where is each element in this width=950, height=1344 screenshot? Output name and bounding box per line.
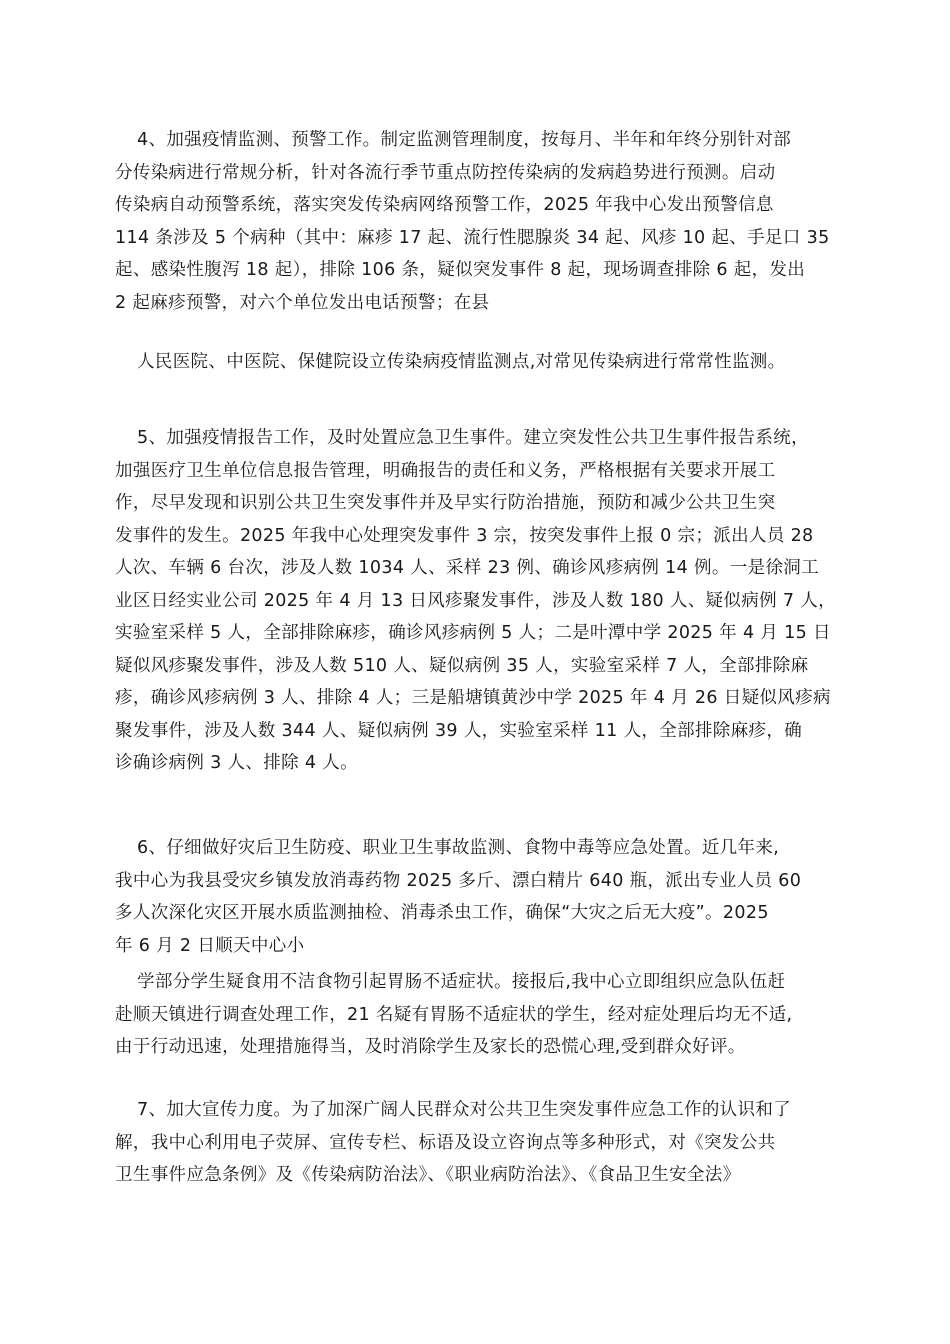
paragraph-4-continued [115,346,841,379]
text-line: 传染病自动预警系统，落实突发传染病网络预警工作，2025 年我中心发出预警信息 [115,195,774,215]
text-line: 诊确诊病例 3 人、排除 4 人。 [115,753,358,773]
paragraph-6 [115,832,841,962]
text-line: 卫生事件应急条例》及《传染病防治法》、《职业病防治法》、《食品卫生安全法》 [115,1165,741,1185]
text-line: 加强医疗卫生单位信息报告管理，明确报告的责任和义务，严格根据有关要求开展工 [115,460,776,481]
text-line: 由于行动迅速，处理措施得当，及时消除学生及家长的恐慌心理,受到群众好评。 [115,1037,746,1057]
text-line: 6、仔细做好灾后卫生防疫、职业卫生事故监测、食物中毒等应急处置。近几年来, [137,838,780,858]
text-line: 年 6 月 2 日顺天中心小 [115,935,305,956]
paragraph-4 [115,124,841,319]
text-line: 分传染病进行常规分析，针对各流行季节重点防控传染病的发病趋势进行预测。启动 [115,162,776,183]
text-line: 我中心为我县受灾乡镇发放消毒药物 2025 多斤、漂白精片 640 瓶，派出专业人员 60 [115,870,802,891]
text-line: 2 起麻疹预警，对六个单位发出电话预警；在县 [115,292,490,313]
text-line: 聚发事件，涉及人数 344 人、疑似病例 39 人，实验室采样 11 人，全部排除麻疹，确 [115,720,803,741]
text-line: 人次、车辆 6 台次，涉及人数 1034 人、采样 23 例、确诊风疹病例 14 例。一是徐洞工 [115,558,820,578]
text-line: 7、加大宣传力度。为了加深广阔人民群众对公共卫生突发事件应急工作的认识和了 [137,1100,792,1120]
text-line: 起、感染性腹泻 18 起），排除 106 条，疑似突发事件 8 起，现场调查排除 6 起，发出 [115,260,806,280]
text-line: 实验室采样 5 人，全部排除麻疹，确诊风疹病例 5 人；二是叶潭中学 2025 年 4 月 15 日 [115,623,831,643]
paragraph-6-continued [115,966,841,1064]
paragraph-7 [115,1094,841,1192]
text-line: 5、加强疫情报告工作，及时处置应急卫生事件。建立突发性公共卫生事件报告系统， [137,428,809,448]
text-line: 业区日经实业公司 2025 年 4 月 13 日风疹聚发事件，涉及人数 180 人、疑似病例 7 人， [115,590,836,611]
text-line: 作，尽早发现和识别公共卫生突发事件并及早实行防治措施，预防和减少公共卫生突 [115,493,776,513]
text-line: 多人次深化灾区开展水质监测抽检、消毒杀虫工作，确保“大灾之后无大疫”。2025 [115,903,769,923]
text-line: 114 条涉及 5 个病种（其中：麻疹 17 起、流行性腮腺炎 34 起、风疹 10 起、手足口 35 [115,227,830,248]
text-line: 人民医院、中医院、保健院设立传染病疫情监测点,对常见传染病进行常常性监测。 [137,352,786,372]
paragraph-5 [115,422,841,780]
text-line: 发事件的发生。2025 年我中心处理突发事件 3 宗，按突发事件上报 0 宗；派出人员 28 [115,525,814,546]
text-line: 4、加强疫情监测、预警工作。制定监测管理制度，按每月、半年和年终分别针对部 [137,130,792,150]
text-line: 赴顺天镇进行调查处理工作，21 名疑有胃肠不适症状的学生，经对症处理后均无不适, [115,1004,793,1025]
text-line: 疑似风疹聚发事件，涉及人数 510 人、疑似病例 35 人，实验室采样 7 人，全部排除麻 [115,655,809,676]
text-line: 疹，确诊风疹病例 3 人、排除 4 人；三是船塘镇黄沙中学 2025 年 4 月 26 日疑似风疹病 [115,688,831,708]
text-line: 学部分学生疑食用不洁食物引起胃肠不适症状。接报后,我中心立即组织应急队伍赶 [137,972,786,992]
text-line: 解，我中心利用电子荧屏、宣传专栏、标语及设立咨询点等多种形式，对《突发公共 [115,1132,776,1153]
